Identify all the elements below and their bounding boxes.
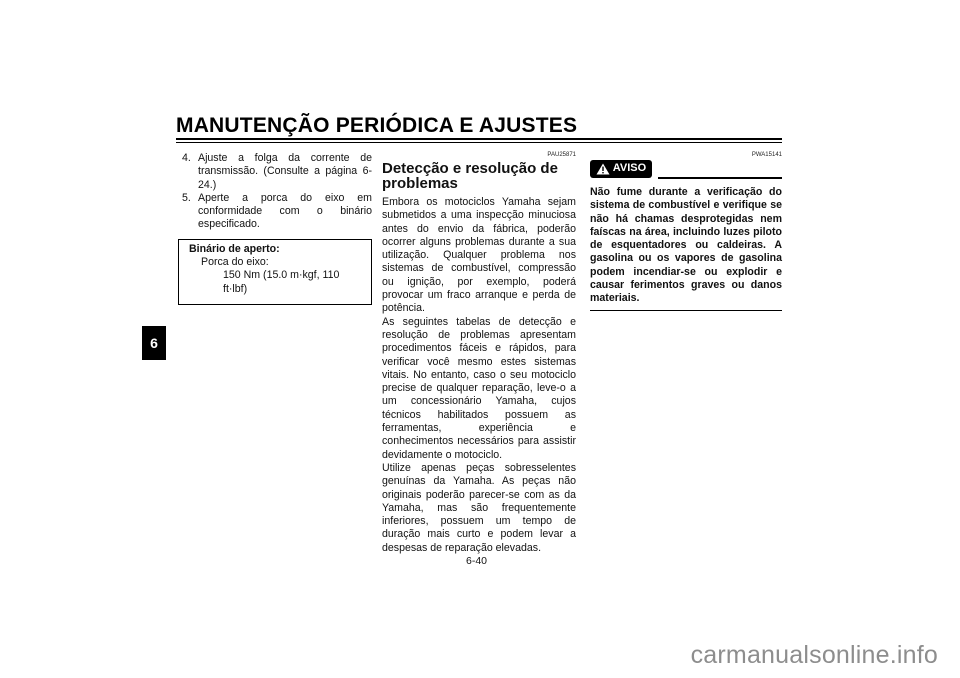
paragraph: Utilize apenas peças sobresselentes genuínas da Yamaha. As peças não originais poderão parecer-se com as da Yamaha, mas são frequentemente inferiores, possuem um tempo de duração mais curto e podem levar a despesas de reparação elevadas. [382,461,576,554]
torque-item: Porca do eixo: [201,256,269,269]
title-rule-thin [176,142,782,143]
step-text: Aperte a porca do eixo em conformidade com o binário especificado. [198,191,372,231]
column-middle [382,152,576,555]
title-rule-thick [176,138,782,140]
step-4 [178,152,372,192]
page-title: MANUTENÇÃO PERIÓDICA E AJUSTES [176,114,578,137]
paragraph: Embora os motociclos Yamaha sejam submetidos a uma inspecção minuciosa antes do envio da fábrica, poderão ocorrer alguns problemas durante a sua utilização. Qualquer problema nos sistemas de combustível, compressão ou ignição, por exemplo, poderá provocar um fraco arranque e perda de potência. [382,196,576,315]
step-number: 4. [182,152,191,164]
warning-header [590,160,782,180]
column-right [590,152,782,311]
watermark: carmanualsonline.info [690,641,938,669]
warning-code: PWA15141 [751,152,782,158]
warning-text: Não fume durante a verificação do sistema de combustível e verifique se não há chamas desprotegidas nem faíscas na área, incluindo luzes piloto de esquentadores ou caldeiras. A gasolina ou os vapores de gasolina podem incendiar-se ou explodir e causar ferimentos graves ou danos materiais. [590,186,782,305]
warning-badge [590,160,652,178]
step-5 [178,192,372,232]
torque-spec-box [178,239,372,305]
section-heading: Detecção e resolução de problemas [382,160,558,192]
warning-header-rule [658,177,782,179]
page-number: 6-40 [466,555,488,567]
chapter-tab: 6 [142,326,166,360]
paragraph: As seguintes tabelas de detecção e resolução de problemas apresentam procedimentos fáceis e rápidos, para verificar você mesmo estes sistemas vitais. No entanto, caso o seu motociclo precise de qualquer reparação, leve-o a um concessionário Yamaha, cujos técnicos habilitados possuem as ferramentas, experiência e conhecimentos necessários para assistir devidamente o motociclo. [382,315,576,461]
warning-triangle-icon [596,163,610,175]
step-number: 5. [182,191,191,204]
warning-bottom-rule [590,310,782,312]
torque-value: 150 Nm (15.0 m·kgf, 110 ft·lbf) [223,269,340,295]
section-body [382,196,576,555]
column-left [178,152,372,305]
step-text: Ajuste a folga da corrente de transmissão. (Consulte a página 6-24.) [198,152,372,191]
section-code: PAU25871 [547,152,576,158]
torque-label: Binário de aperto: [189,242,280,255]
warning-label: AVISO [612,162,647,175]
